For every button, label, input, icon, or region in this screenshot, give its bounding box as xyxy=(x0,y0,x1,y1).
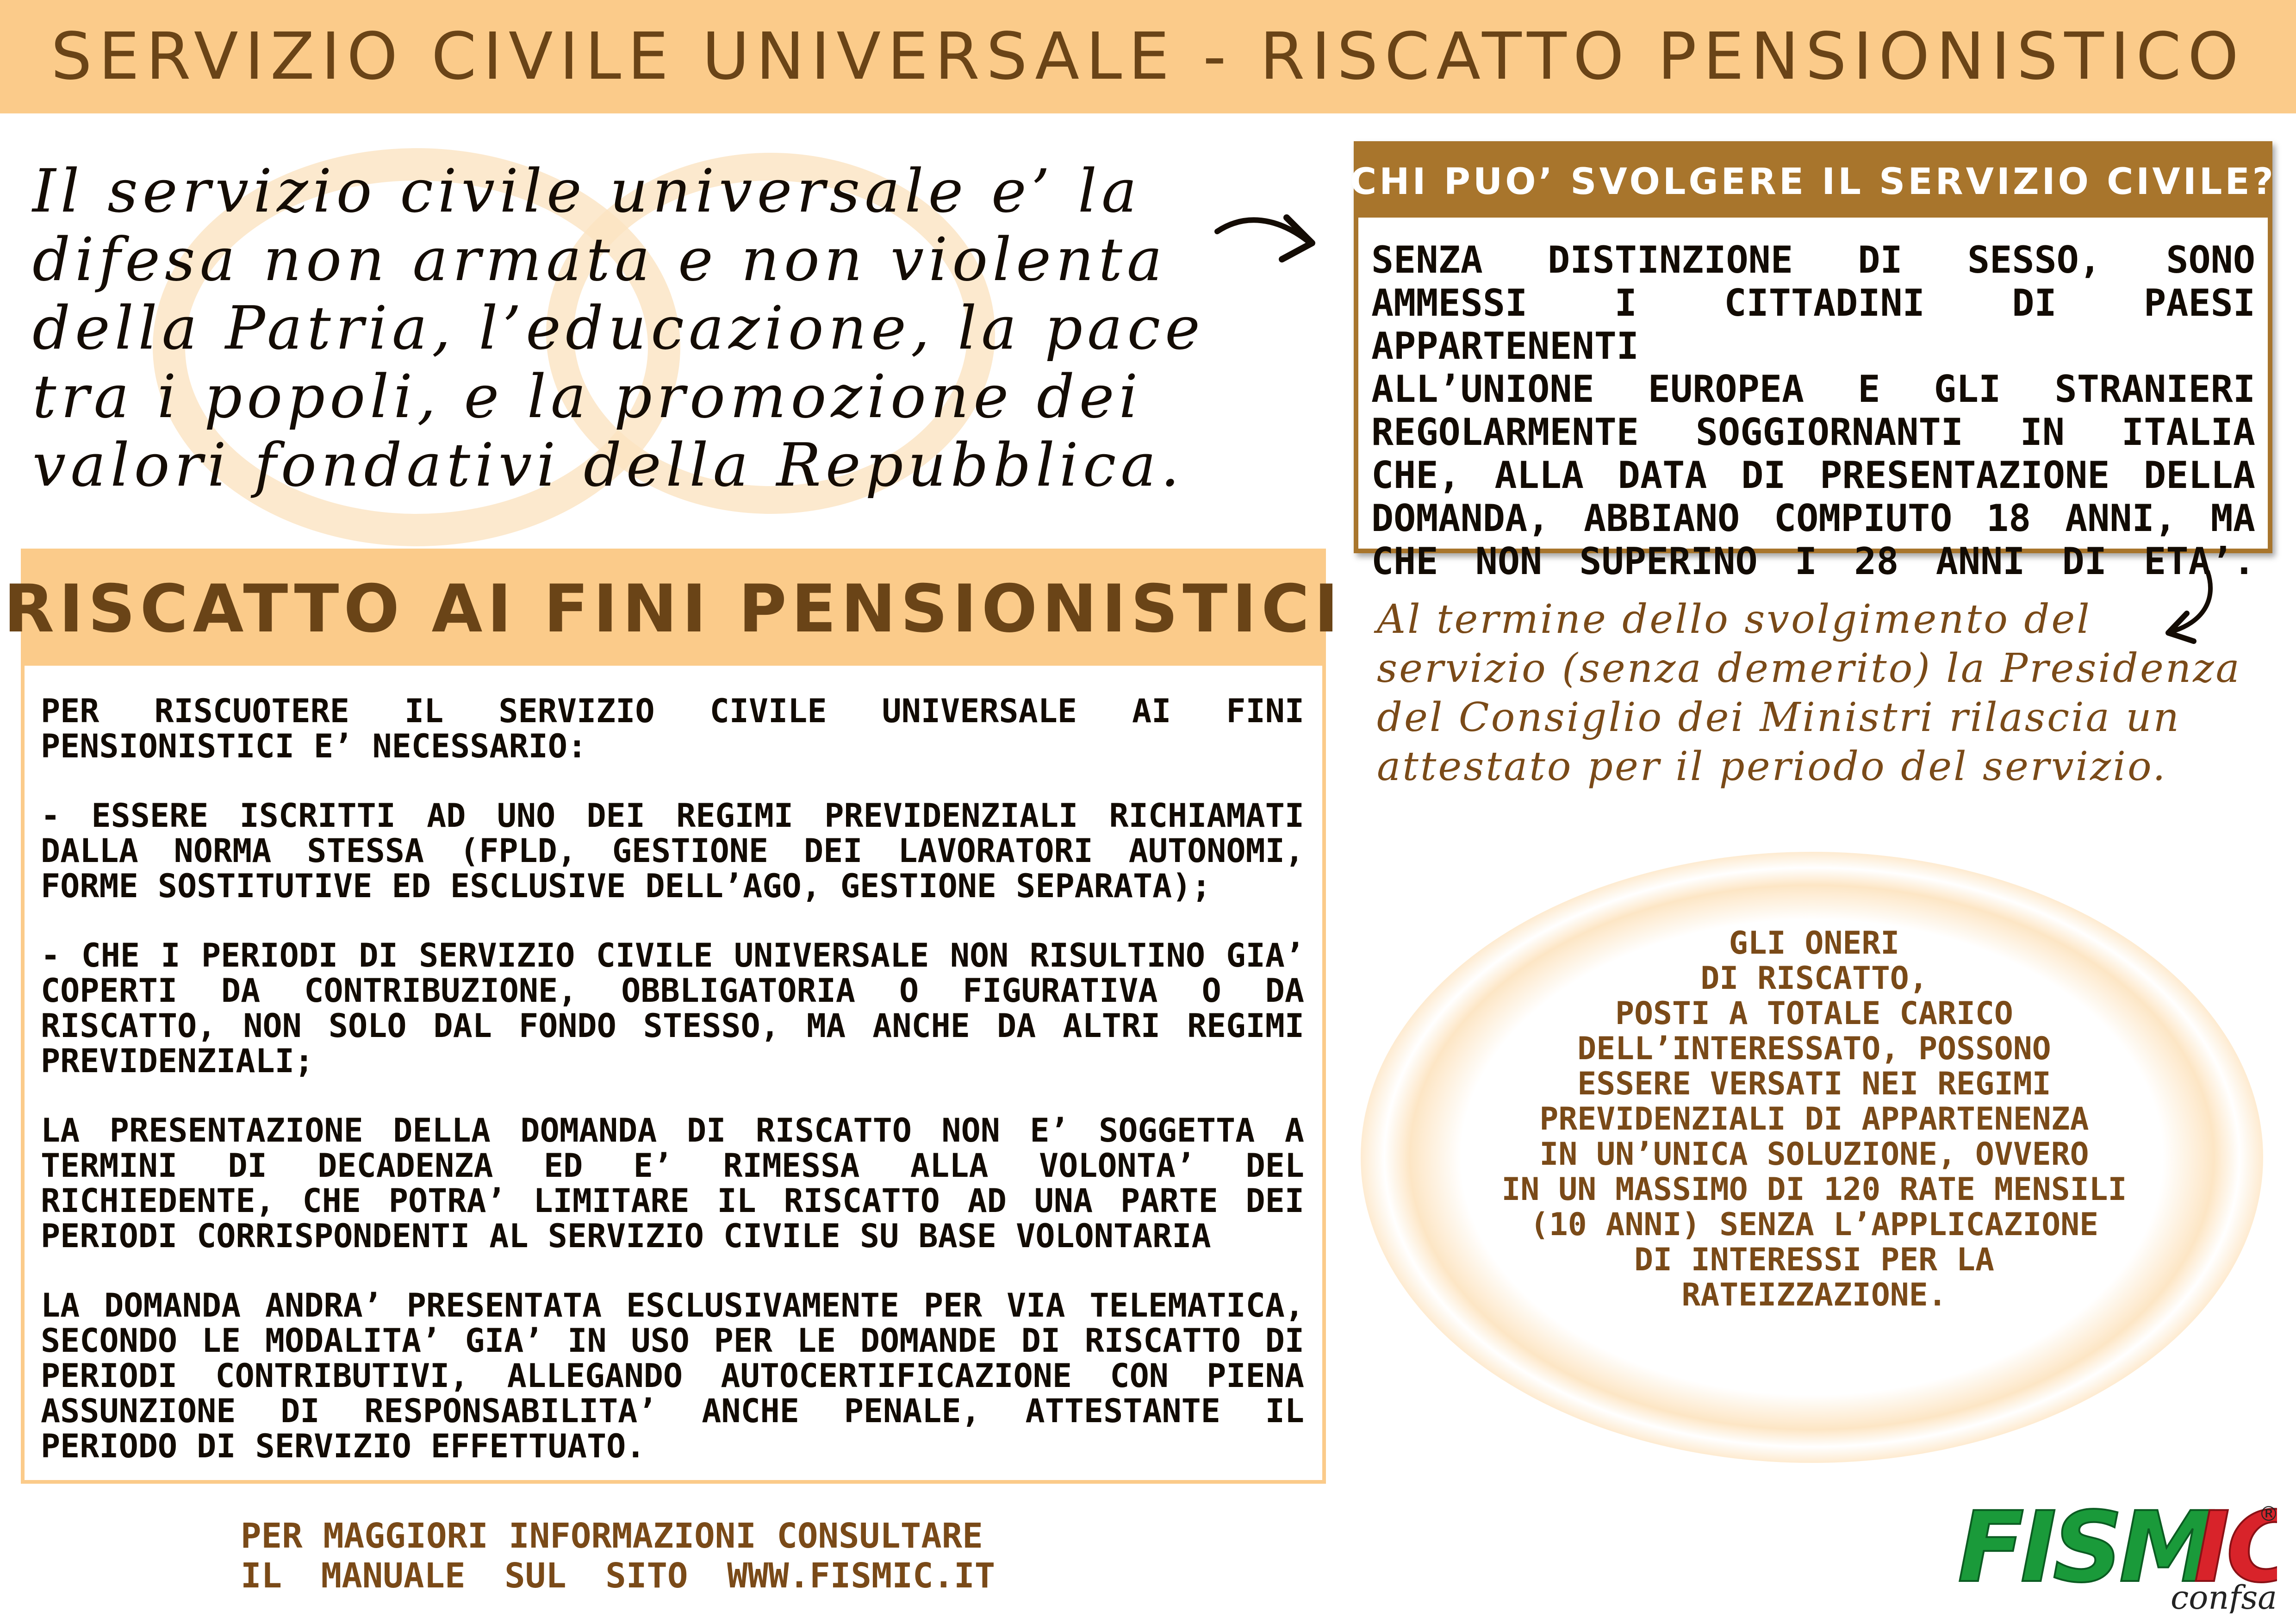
oneri-line: RATEIZZAZIONE. xyxy=(1681,1277,1947,1313)
intro-line: valori fondativi della Repubblica. xyxy=(32,431,1184,500)
intro-quote xyxy=(32,157,1273,500)
riscatto-title: RISCATTO AI FINI PENSIONISTICI xyxy=(3,571,1344,647)
who-title: CHI PUO’ SVOLGERE IL SERVIZIO CIVILE? xyxy=(1350,161,2276,203)
who-can-serve-box xyxy=(1350,141,2276,583)
footer-info xyxy=(241,1516,1055,1596)
logo-brand-green: FISM xyxy=(1958,1493,2212,1604)
intro-line: tra i popoli, e la promozione dei xyxy=(32,362,1143,431)
who-line: CHE NON SUPERINO I 28 ANNI DI ETA’. xyxy=(1371,540,2255,583)
riscatto-body xyxy=(41,693,1304,1498)
oneri-line: PREVIDENZIALI DI APPARTENENZA xyxy=(1539,1101,2089,1137)
oneri-line: POSTI A TOTALE CARICO xyxy=(1615,995,2013,1032)
who-line: DOMANDA, ABBIANO COMPIUTO 18 ANNI, MA xyxy=(1371,497,2255,540)
who-line: REGOLARMENTE SOGGIORNANTI IN ITALIA xyxy=(1371,411,2255,454)
oneri-line: IN UN’UNICA SOLUZIONE, OVVERO xyxy=(1539,1136,2089,1173)
oneri-line: GLI ONERI xyxy=(1729,925,1900,962)
logo-sub: confsal xyxy=(2171,1579,2277,1613)
oneri-line: ESSERE VERSATI NEI REGIMI xyxy=(1577,1066,2051,1102)
riscatto-paragraph: - ESSERE ISCRITTI AD UNO DEI REGIMI PREVIDENZIALI RICHIAMATI DALLA NORMA STESSA (FPLD, GESTIONE DEI LAVORATORI AUTONOMI, FORME SOSTITUTIVE ED ESCLUSIVE DELL’AGO, GESTIONE SEPARATA); xyxy=(41,797,1304,905)
riscatto-paragraph: - CHE I PERIODI DI SERVIZIO CIVILE UNIVERSALE NON RISULTINO GIA’ COPERTI DA CONTRIBUZIONE, OBBLIGATORIA O FIGURATIVA O DA RISCATTO, NON SOLO DAL FONDO STESSO, MA ANCHE DA ALTRI REGIMI PREVIDENZIALI; xyxy=(41,937,1304,1080)
oneri-line: IN UN MASSIMO DI 120 RATE MENSILI xyxy=(1501,1171,2127,1208)
oneri-line: DI INTERESSI PER LA xyxy=(1634,1242,1994,1278)
riscatto-paragraph: PER RISCUOTERE IL SERVIZIO CIVILE UNIVERSALE AI FINI PENSIONISTICI E’ NECESSARIO: xyxy=(41,692,1304,765)
oneri-line: DELL’INTERESSATO, POSSONO xyxy=(1577,1031,2051,1067)
fismic-logo xyxy=(1953,1493,2277,1613)
oneri-line: (10 ANNI) SENZA L’APPLICAZIONE xyxy=(1530,1206,2099,1243)
who-line: SENZA DISTINZIONE DI SESSO, SONO xyxy=(1371,238,2255,281)
logo-brand-red: I xyxy=(2194,1493,2227,1604)
who-line: CHE, ALLA DATA DI PRESENTAZIONE DELLA xyxy=(1371,454,2255,497)
footer-line: PER MAGGIORI INFORMAZIONI CONSULTARE xyxy=(241,1516,983,1556)
riscatto-box xyxy=(3,549,1344,1484)
who-body xyxy=(1371,238,2255,583)
certificate-note: Al termine dello svolgimento del servizio (senza demerito) la Presidenza del Consiglio dei Ministri rilascia un attestato per il periodo del servizio. xyxy=(1377,596,2241,790)
logo-registered: ® xyxy=(2259,1502,2277,1526)
who-line: AMMESSI I CITTADINI DI PAESI APPARTENENTI xyxy=(1371,281,2255,368)
intro-line: difesa non armata e non violenta xyxy=(32,225,1167,294)
arrow-right-icon xyxy=(1213,204,1324,273)
intro-line: della Patria, l’educazione, la pace xyxy=(32,294,1205,363)
riscatto-paragraph: LA PRESENTAZIONE DELLA DOMANDA DI RISCATTO NON E’ SOGGETTA A TERMINI DI DECADENZA ED E’ RIMESSA ALLA VOLONTA’ DEL RICHIEDENTE, CHE POTRA’ LIMITARE IL RISCATTO AD UNA PARTE DEI PERIODI CORRISPONDENTI AL SERVIZIO CIVILE SU BASE VOLONTARIA xyxy=(41,1112,1304,1255)
page-title: SERVIZIO CIVILE UNIVERSALE - RISCATTO PENSIONISTICO xyxy=(50,19,2246,94)
oneri-line: DI RISCATTO, xyxy=(1700,960,1928,997)
oneri-text xyxy=(1472,926,2157,1313)
riscatto-title-bar xyxy=(3,552,1344,666)
footer-line: IL MANUALE SUL SITO WWW.FISMIC.IT xyxy=(241,1556,996,1596)
riscatto-paragraph: LA DOMANDA ANDRA’ PRESENTATA ESCLUSIVAMENTE PER VIA TELEMATICA, SECONDO LE MODALITA’ GIA’ IN USO PER LE DOMANDE DI RISCATTO DI PERIODI CONTRIBUTIVI, ALLEGANDO AUTOCERTIFICAZIONE CON PIENA ASSUNZIONE DI RESPONSABILITA’ ANCHE PENALE, ATTESTANTE IL PERIODO DI SERVIZIO EFFETTUATO. xyxy=(41,1287,1304,1465)
who-line: ALL’UNIONE EUROPEA E GLI STRANIERI xyxy=(1371,368,2255,411)
who-title-bar xyxy=(1350,146,2276,218)
intro-line: Il servizio civile universale e’ la xyxy=(32,157,1142,226)
